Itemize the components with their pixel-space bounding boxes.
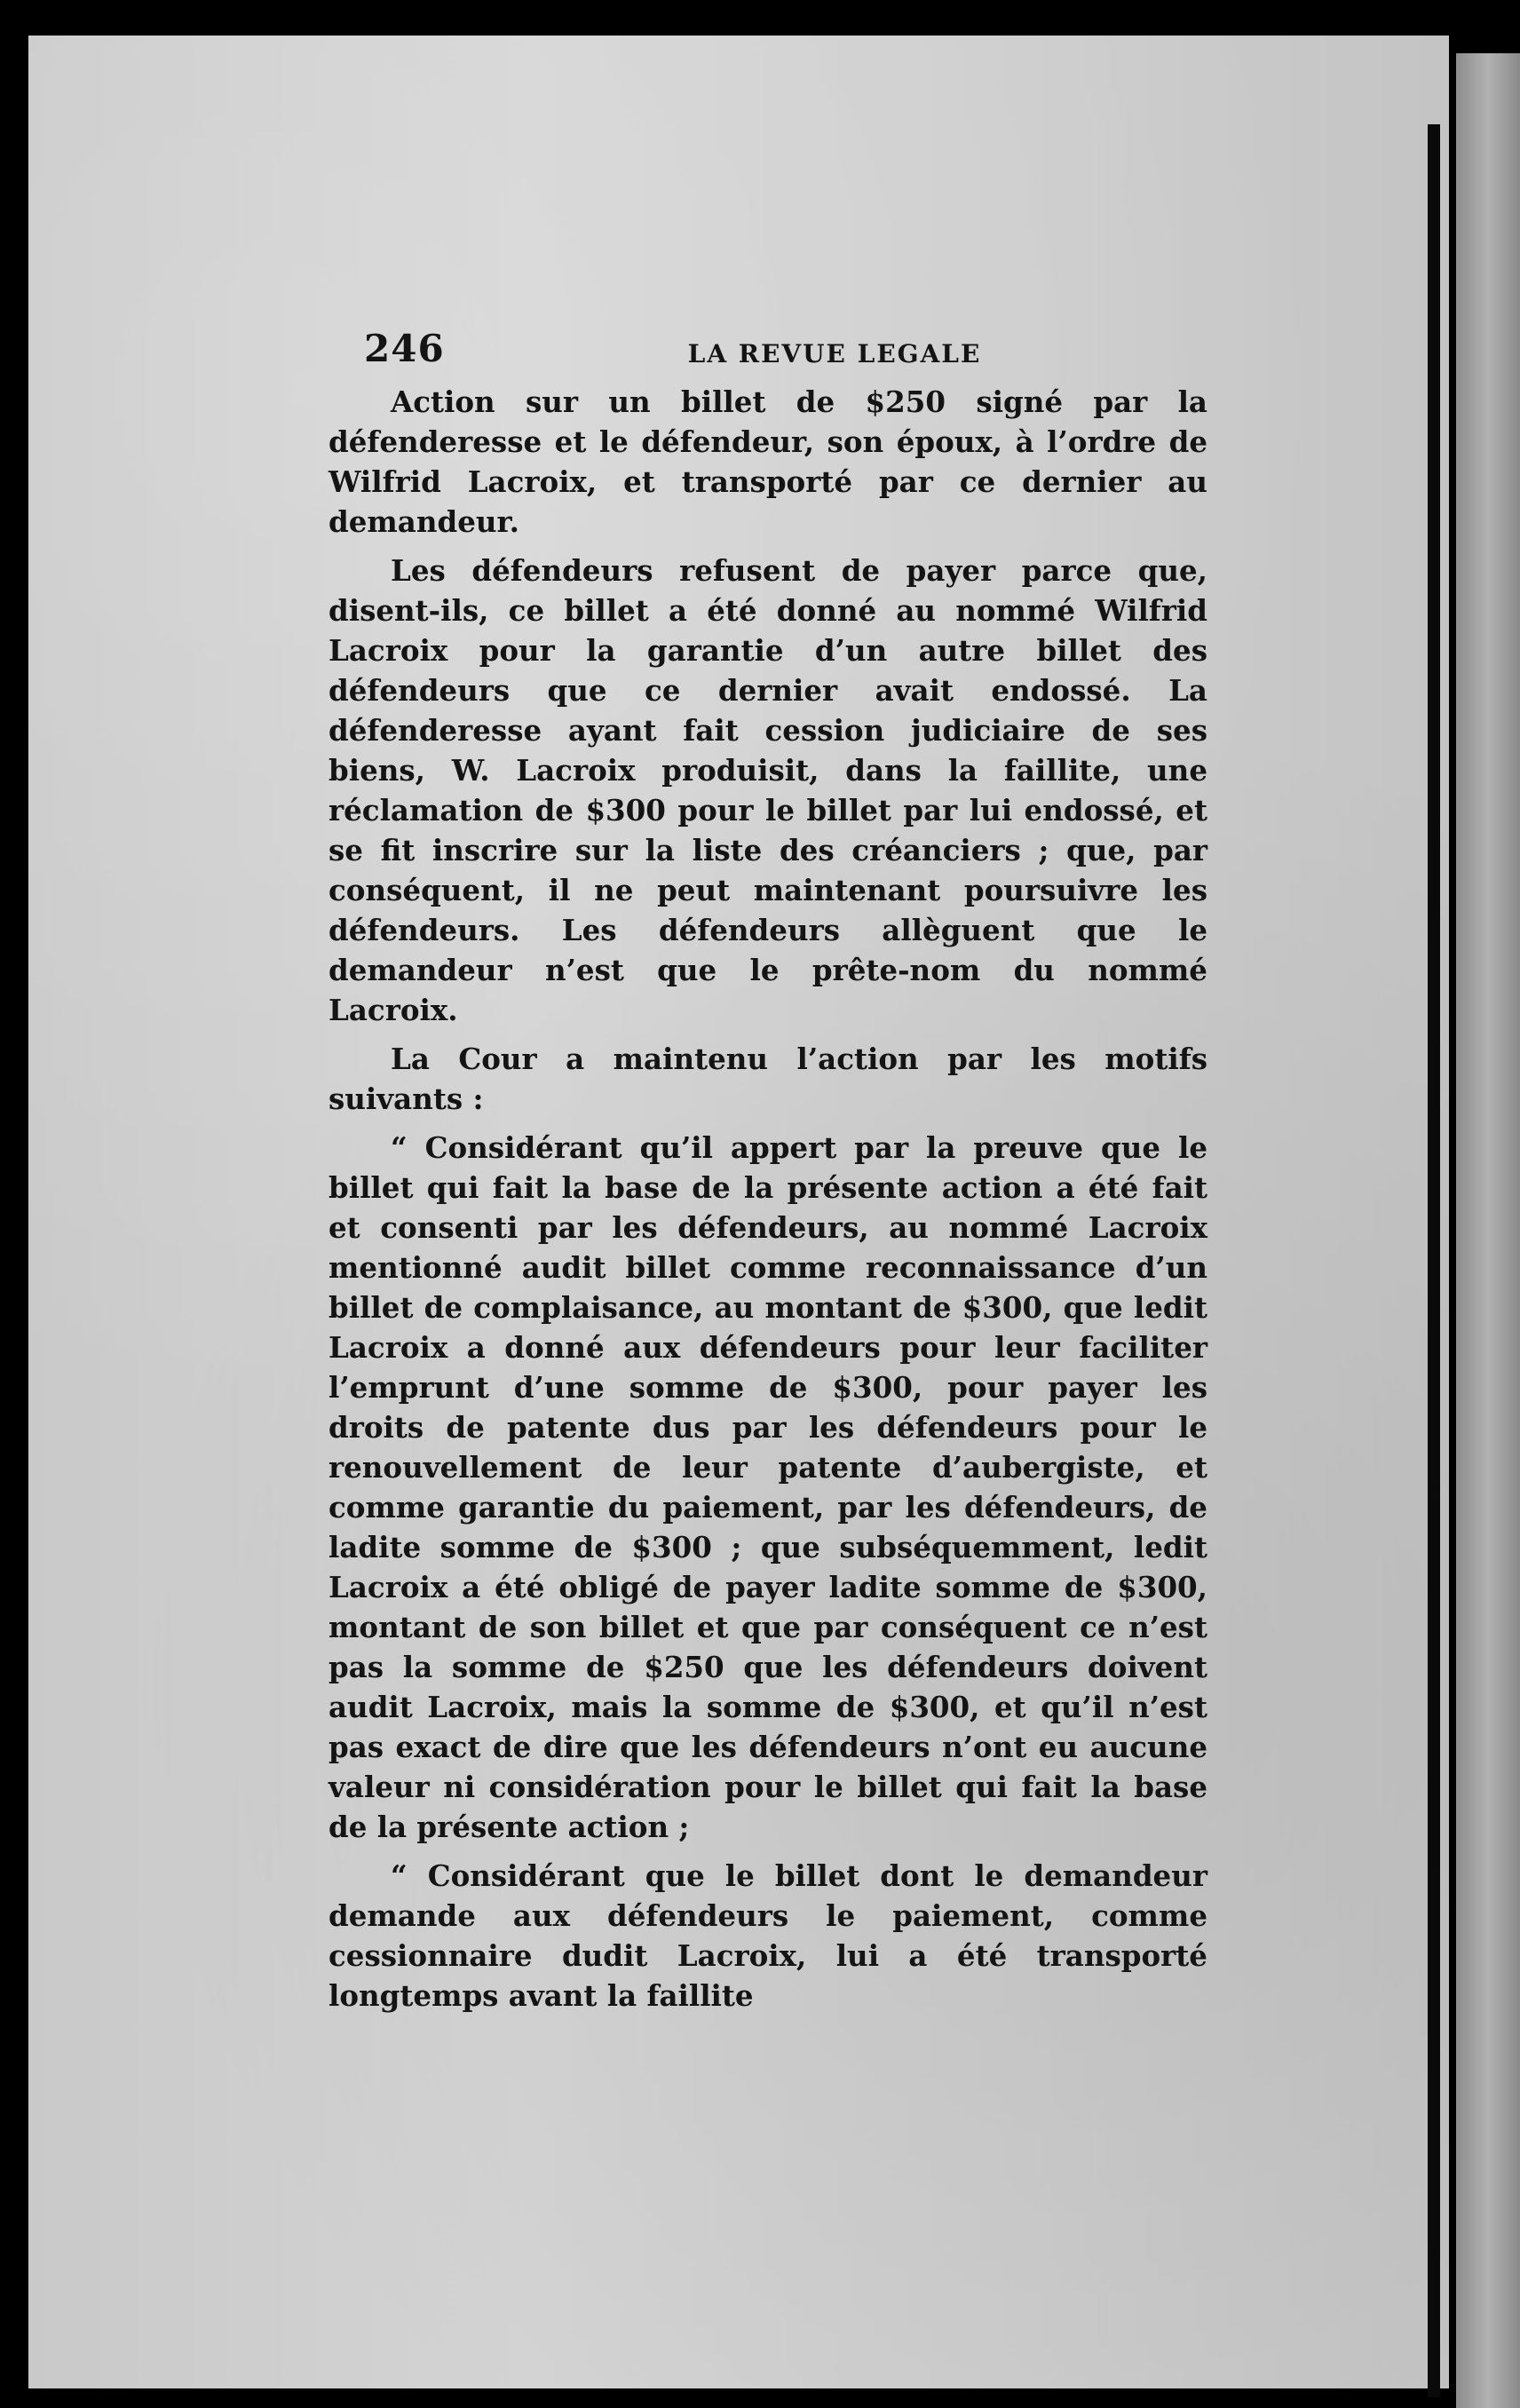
- paragraph-considering-2: “ Considérant que le billet dont le demandeur demande aux défendeurs le paiement, comme cessionnaire dudit Lacroix, lui a été transporté longtemps avant la faillite: [329, 1858, 1207, 2013]
- paragraph-defence: Les défendeurs refusent de payer parce que, disent-ils, ce billet a été donné au nommé Wilfrid Lacroix pour la garantie d’un autre billet des défendeurs que ce dernier avait endossé. La défenderesse ayant fait cession judiciaire de ses biens, W. Lacroix produisit, dans la faillite, une réclamation de $300 pour le billet par lui endossé, et se fit inscrire sur la liste des créanciers ; que, par conséquent, il ne peut maintenant poursuivre les défendeurs. Les défendeurs allèguent que le demandeur n’est que le prête-nom du nommé Lacroix.: [329, 553, 1207, 1027]
- running-header: [329, 320, 1207, 382]
- adjacent-page-edge: [1456, 53, 1520, 2408]
- paragraph-considering-1: “ Considérant qu’il appert par la preuve que le billet qui fait la base de la présente action a été fait et consenti par les défendeurs, au nommé Lacroix mentionné audit billet comme reconnaissance d’un billet de complaisance, au montant de $300, que ledit Lacroix a donné aux défendeurs pour leur faciliter l’emprunt d’une somme de $300, pour payer les droits de patente dus par les défendeurs pour le renouvellement de leur patente d’aubergiste, et comme garantie du paiement, par les défendeurs, de ladite somme de $300 ; que subséquemment, ledit Lacroix a été obligé de payer ladite somme de $300, montant de son billet et que par conséquent ce n’est pas la somme de $250 que les défendeurs doivent audit Lacroix, mais la somme de $300, et qu’il n’est pas exact de dire que les défendeurs n’ont eu aucune valeur ni considération pour le billet qui fait la base de la présente action ;: [329, 1130, 1207, 1844]
- journal-title: LA REVUE LEGALE: [687, 339, 982, 368]
- page-content: [329, 320, 1207, 2024]
- page-number: 246: [364, 327, 445, 370]
- paragraph-court-ruling: La Cour a maintenu l’action par les motifs suivants :: [329, 1042, 1207, 1116]
- paragraph-action-summary: Action sur un billet de $250 signé par la défenderesse et le défendeur, son époux, à l’ordre de Wilfrid Lacroix, et transporté par ce dernier au demandeur.: [329, 384, 1207, 539]
- binding-shadow: [1428, 124, 1440, 2397]
